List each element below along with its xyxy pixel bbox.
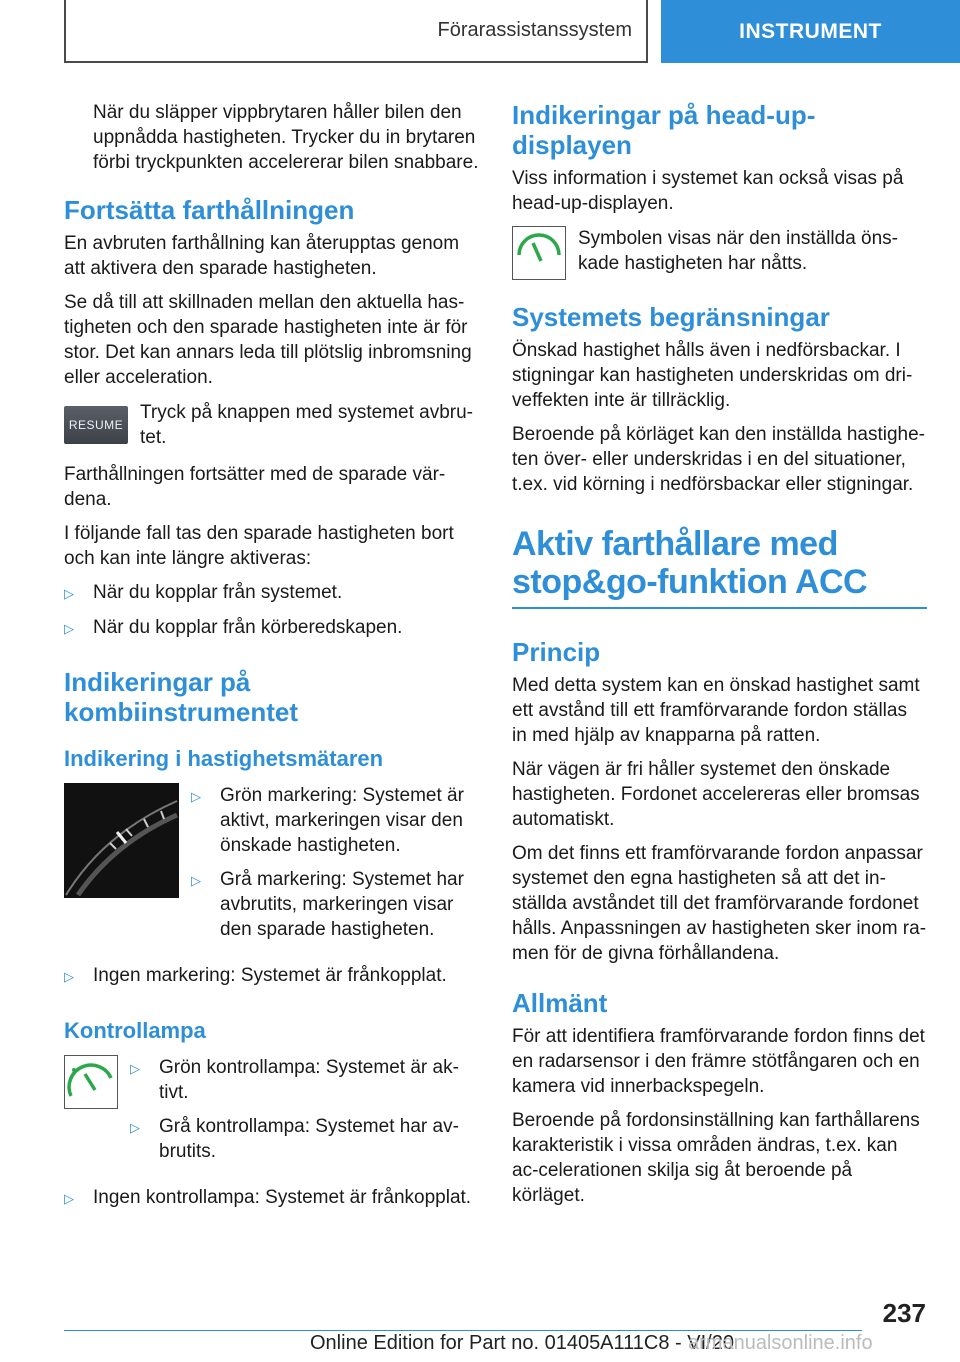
left-column <box>64 100 479 1220</box>
watermark: armanualsonline.info <box>688 1332 873 1354</box>
paragraph: Se då till att skillnaden mellan den aktuella has-tigheten och den sparade hastigheten inte är för stor. Det kan annars leda till plötslig inbromsning eller acceleration. <box>64 292 472 388</box>
resume-button-icon: RESUME <box>64 406 128 444</box>
list-item: ▷ När du kopplar från systemet. <box>64 580 479 606</box>
lamp-row <box>64 1055 479 1173</box>
paragraph: För att identifiera framförvarande fordon finns det en radarsensor i den främre stötfångaren och en kamera vid innerbackspegeln. <box>512 1026 925 1097</box>
heading-speedo: Indikering i hastighetsmätaren <box>64 746 384 771</box>
heading-acc: Aktiv farthållare med stop&go-funktion ACC <box>512 525 927 609</box>
triangle-bullet-icon: ▷ <box>130 1120 140 1135</box>
speedometer-image <box>64 783 179 898</box>
hud-speed-reached-icon <box>512 226 566 280</box>
heading-limits: Systemets begränsningar <box>512 302 830 332</box>
triangle-bullet-icon: ▷ <box>191 873 201 888</box>
edition-text: Online Edition for Part no. 01405A111C8 - VI/20 <box>310 1332 734 1354</box>
heading-general: Allmänt <box>512 988 608 1018</box>
triangle-bullet-icon: ▷ <box>64 1191 74 1206</box>
heading-continue: Fortsätta farthållningen <box>64 195 355 225</box>
hud-icon-text: Symbolen visas när den inställda öns-kade hastigheten har nåtts. <box>578 228 899 274</box>
paragraph: Beroende på körläget kan den inställda hastighe-ten över- eller underskridas i en del situationer, t.ex. vid körning i nedförsbackar eller stigningar. <box>512 424 926 495</box>
cruise-control-lamp-icon <box>64 1055 118 1109</box>
paragraph: Önskad hastighet hålls även i nedförsbackar. I stigningar kan hastigheten underskridas om dri-veffekten inte är tillräcklig. <box>512 340 913 411</box>
triangle-bullet-icon: ▷ <box>64 621 74 636</box>
paragraph: I följande fall tas den sparade hastigheten bort och kan inte längre aktiveras: <box>64 523 454 569</box>
footer-divider <box>64 1330 862 1331</box>
paragraph: Beroende på fordonsinställning kan farthållarens karakteristik i vissa områden ändras, t.ex. kan ac-celerationen skilja sig åt beroende på körläget. <box>512 1110 920 1206</box>
right-column <box>512 100 927 1217</box>
paragraph: Med detta system kan en önskad hastighet samt ett avstånd till ett framförvarande fordon ställas in med hjälp av knapparna på ratten. <box>512 675 920 746</box>
section-tab[interactable]: Förarassistanssystem <box>64 0 648 63</box>
paragraph: När vägen är fri håller systemet den önskade hastigheten. Fordonet accelereras eller bromsas automatiskt. <box>512 759 920 830</box>
heading-hud: Indikeringar på head-up-displayen <box>512 100 816 160</box>
hud-row <box>512 226 927 280</box>
heading-kombi: Indikeringar på kombiinstrumentet <box>64 667 299 727</box>
resume-row <box>64 400 479 450</box>
intro-paragraph: När du släpper vippbrytaren håller bilen den uppnådda hastigheten. Trycker du in brytaren förbi tryckpunkten accelererar bilen snabbare. <box>93 102 479 173</box>
triangle-bullet-icon: ▷ <box>64 969 74 984</box>
resume-text: Tryck på knappen med systemet avbru-tet. <box>140 402 473 448</box>
triangle-bullet-icon: ▷ <box>191 789 201 804</box>
list-item: ▷ När du kopplar från körberedskapen. <box>64 615 479 641</box>
paragraph: Om det finns ett framförvarande fordon anpassar systemet den egna hastigheten så att det in-ställda avståndet till det framförvarande fordonet hålls. Anpassningen av hastigheten sker inom ra-men för de givna förhållandena. <box>512 843 927 964</box>
heading-lamp: Kontrollampa <box>64 1018 206 1043</box>
page-number: 237 <box>882 1298 926 1328</box>
triangle-bullet-icon: ▷ <box>64 586 74 601</box>
list-item: ▷ Grön markering: Systemet är aktivt, markeringen visar den önskade hastigheten. <box>191 785 464 856</box>
heading-principle: Princip <box>512 637 601 667</box>
triangle-bullet-icon: ▷ <box>130 1061 140 1076</box>
page-header <box>0 0 960 66</box>
paragraph: Viss information i systemet kan också visas på head-up-displayen. <box>512 168 904 214</box>
list-item: ▷ Ingen markering: Systemet är frånkopplat. <box>64 963 479 989</box>
speedo-row <box>64 783 479 951</box>
list-item: ▷ Grön kontrollampa: Systemet är ak-tivt. <box>130 1057 459 1103</box>
chapter-tab[interactable]: INSTRUMENT <box>661 0 960 63</box>
paragraph: Farthållningen fortsätter med de sparade vär-dena. <box>64 464 446 510</box>
list-item: ▷ Grå markering: Systemet har avbrutits, markeringen visar den sparade hastigheten. <box>191 869 464 940</box>
list-item: ▷ Ingen kontrollampa: Systemet är frånkopplat. <box>64 1185 479 1211</box>
list-item: ▷ Grå kontrollampa: Systemet har av-brutits. <box>130 1116 459 1162</box>
paragraph: En avbruten farthållning kan återupptas genom att aktivera den sparade hastigheten. <box>64 233 460 279</box>
